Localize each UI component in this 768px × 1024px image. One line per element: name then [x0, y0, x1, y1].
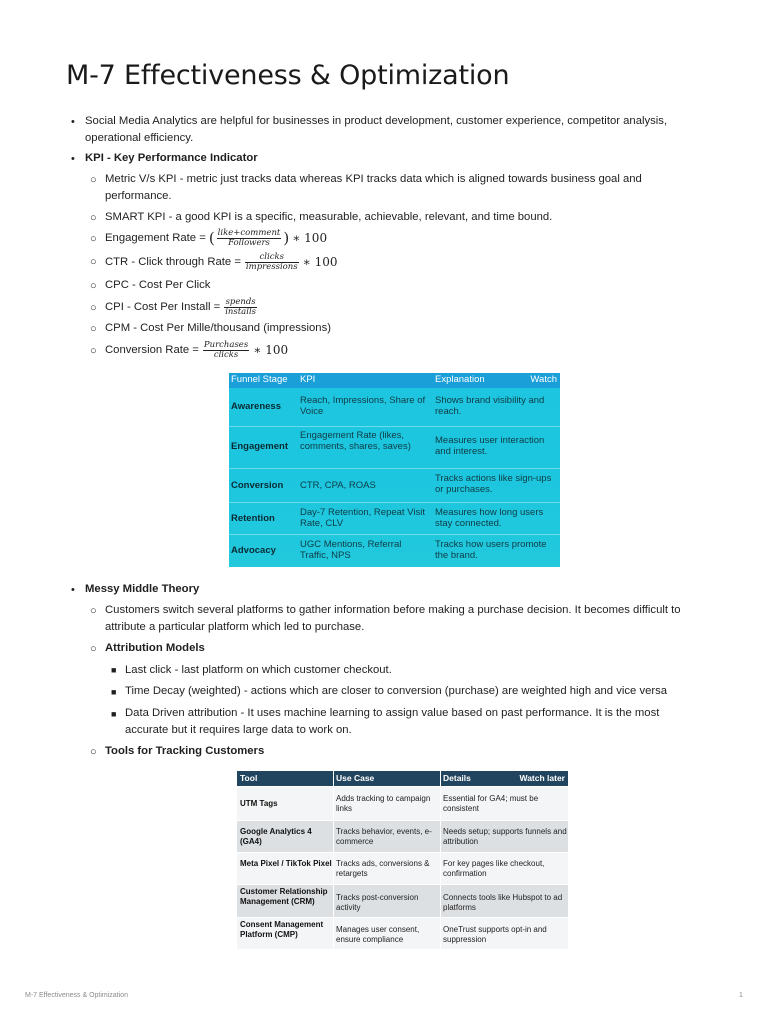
funnel-explanation-cell: Shows brand visibility and reach.	[435, 395, 545, 417]
table-row	[229, 388, 560, 427]
funnel-kpi-cell: Engagement Rate (likes, comments, shares, saves)	[300, 430, 411, 452]
cpi-formula	[105, 294, 259, 320]
page-title: M-7 Effectiveness & Optimization	[66, 60, 510, 91]
table-row	[237, 786, 568, 821]
tool-use-case-cell: Tracks post-conversion activity	[336, 893, 419, 912]
attribution-models-heading: Attribution Models	[105, 642, 205, 654]
intro-text: Social Media Analytics are helpful for businesses in product development, customer experience, competitor analysis, operational efficiency.	[85, 115, 668, 144]
funnel-explanation-cell: Measures how long users stay connected.	[435, 507, 544, 529]
tool-details-cell: Essential for GA4; must be consistent	[443, 794, 539, 813]
table-row	[229, 502, 560, 535]
table-row	[237, 852, 568, 885]
cpm-text: CPM - Cost Per Mille/thousand (impressions)	[105, 322, 332, 334]
funnel-explanation-cell: Measures user interaction and interest.	[435, 435, 545, 457]
engagement-rate-formula: Engagement Rate = ( $\frac{\text{like+comment}}{\text{Followers}}$ ) ∗ 100	[105, 227, 328, 248]
messy-middle-description: Customers switch several platforms to gather information before making a purchase decision. It becomes difficult to attribute a particular platform which led to purchase.	[105, 604, 681, 633]
tool-details-cell: For key pages like checkout, confirmation	[443, 859, 545, 878]
sub-bullet-circle: ○	[90, 323, 97, 335]
ctr-denominator: impressions	[245, 261, 298, 272]
ctr-formula	[105, 249, 338, 275]
watch-later-watermark: Watch later	[519, 773, 565, 783]
engagement-fraction	[217, 229, 282, 248]
funnel-stage-cell: Awareness	[231, 401, 281, 412]
funnel-header-stage: Funnel Stage	[231, 374, 288, 385]
sub-bullet-circle: ○	[90, 302, 97, 314]
table-row	[229, 468, 560, 503]
tool-name-cell: UTM Tags	[240, 799, 278, 808]
ctr-label: CTR - Click through Rate =	[105, 255, 241, 268]
ctr-numerator: clicks	[245, 253, 299, 263]
data-driven-text: Data Driven attribution - It uses machine learning to assign value based on past performance. It is the most accurate but it requires large data to work on.	[125, 707, 660, 736]
funnel-kpi-cell: CTR, CPA, ROAS	[300, 480, 376, 491]
conversion-rate-label: Conversion Rate =	[105, 343, 199, 356]
sub-bullet-circle: ○	[90, 174, 97, 186]
footer-title: M-7 Effectiveness & Optimization	[25, 992, 128, 999]
tool-details-cell: Needs setup; supports funnels and attribution	[443, 827, 567, 846]
tools-tracking-heading: Tools for Tracking Customers	[105, 745, 265, 757]
tool-name-cell: Google Analytics 4 (GA4)	[240, 827, 312, 846]
funnel-explanation-cell: Tracks actions like sign-ups or purchases.	[435, 473, 552, 495]
ctr-multiplier: ∗ 100	[302, 254, 338, 269]
tool-name-cell: Customer Relationship Management (CRM)	[240, 887, 328, 906]
bullet-dot: •	[71, 584, 75, 596]
sub-bullet-circle: ○	[90, 746, 97, 758]
funnel-kpi-cell: Reach, Impressions, Share of Voice	[300, 395, 426, 417]
table-row	[237, 820, 568, 853]
conversion-numerator: Purchases	[203, 339, 249, 350]
conversion-denominator: clicks	[213, 349, 239, 360]
table-row	[229, 534, 560, 567]
funnel-header-explanation: Explanation	[435, 374, 485, 385]
sub-bullet-circle: ○	[90, 280, 97, 292]
sub-bullet-circle: ○	[90, 643, 97, 655]
watch-later-watermark: Watch	[530, 374, 557, 385]
kpi-heading: KPI - Key Performance Indicator	[85, 152, 258, 164]
tool-use-case-cell: Adds tracking to campaign links	[336, 794, 431, 813]
funnel-stage-cell: Retention	[231, 513, 275, 524]
cpi-numerator: spends	[225, 296, 256, 307]
engagement-multiplier: ∗ 100	[292, 230, 328, 245]
conversion-rate-formula	[105, 337, 288, 363]
ctr-fraction	[245, 253, 299, 272]
table-row	[237, 917, 568, 949]
engagement-numerator: like+comment	[217, 227, 281, 238]
sub-sub-bullet-square: ■	[111, 709, 117, 719]
column-divider	[440, 771, 441, 949]
bullet-dot: •	[71, 116, 75, 128]
table-row	[237, 884, 568, 918]
last-click-text: Last click - last platform on which customer checkout.	[125, 664, 392, 676]
time-decay-text: Time Decay (weighted) - actions which are closer to conversion (purchase) are weighted high and vice versa	[125, 685, 668, 697]
funnel-stage-cell: Engagement	[231, 441, 289, 452]
sub-bullet-circle: ○	[90, 212, 97, 224]
table-row	[229, 426, 560, 469]
funnel-kpi-cell: Day-7 Retention, Repeat Visit Rate, CLV	[300, 507, 425, 529]
sub-bullet-circle: ○	[90, 233, 97, 245]
tool-use-case-cell: Tracks ads, conversions & retargets	[336, 859, 430, 878]
sub-sub-bullet-square: ■	[111, 665, 117, 675]
sub-bullet-circle: ○	[90, 256, 97, 268]
tools-header-details: Details	[443, 773, 471, 783]
engagement-rate-label: Engagement Rate =	[105, 231, 206, 244]
tools-table-header	[237, 771, 568, 786]
cpi-label: CPI - Cost Per Install =	[105, 300, 221, 313]
tool-details-cell: OneTrust supports opt-in and suppression	[443, 925, 547, 944]
smart-kpi-text: SMART KPI - a good KPI is a specific, measurable, achievable, relevant, and time bound.	[105, 211, 553, 223]
cpi-denominator: installs	[225, 306, 257, 317]
tool-name-cell: Consent Management Platform (CMP)	[240, 920, 324, 939]
funnel-stage-cell: Advocacy	[231, 545, 276, 556]
tool-use-case-cell: Tracks behavior, events, e-commerce	[336, 827, 432, 846]
engagement-denominator: Followers	[228, 237, 270, 248]
sub-bullet-circle: ○	[90, 605, 97, 617]
tool-use-case-cell: Manages user consent, ensure compliance	[336, 925, 420, 944]
tool-name-cell: Meta Pixel / TikTok Pixel	[240, 859, 332, 868]
tracking-tools-table	[237, 771, 568, 949]
sub-sub-bullet-square: ■	[111, 687, 117, 697]
column-divider	[333, 771, 334, 949]
conversion-fraction	[203, 341, 249, 360]
funnel-explanation-cell: Tracks how users promote the brand.	[435, 539, 547, 561]
funnel-kpi-cell: UGC Mentions, Referral Traffic, NPS	[300, 539, 402, 561]
funnel-kpi-table	[229, 373, 560, 567]
conversion-multiplier: ∗ 100	[253, 342, 289, 357]
page-number: 1	[739, 992, 743, 999]
tool-details-cell: Connects tools like Hubspot to ad platforms	[443, 893, 563, 912]
funnel-stage-cell: Conversion	[231, 480, 284, 491]
messy-middle-heading: Messy Middle Theory	[85, 583, 200, 595]
funnel-header-kpi: KPI	[300, 374, 316, 385]
cpi-fraction	[224, 298, 257, 317]
cpc-text: CPC - Cost Per Click	[105, 279, 211, 291]
sub-bullet-circle: ○	[90, 345, 97, 357]
tools-header-tool: Tool	[240, 773, 258, 783]
funnel-table-header	[229, 373, 560, 388]
metric-vs-kpi-text: Metric V/s KPI - metric just tracks data whereas KPI tracks data which is aligned towards business goal and performance.	[105, 173, 642, 202]
tools-header-use-case: Use Case	[336, 773, 375, 783]
bullet-dot: •	[71, 153, 75, 165]
